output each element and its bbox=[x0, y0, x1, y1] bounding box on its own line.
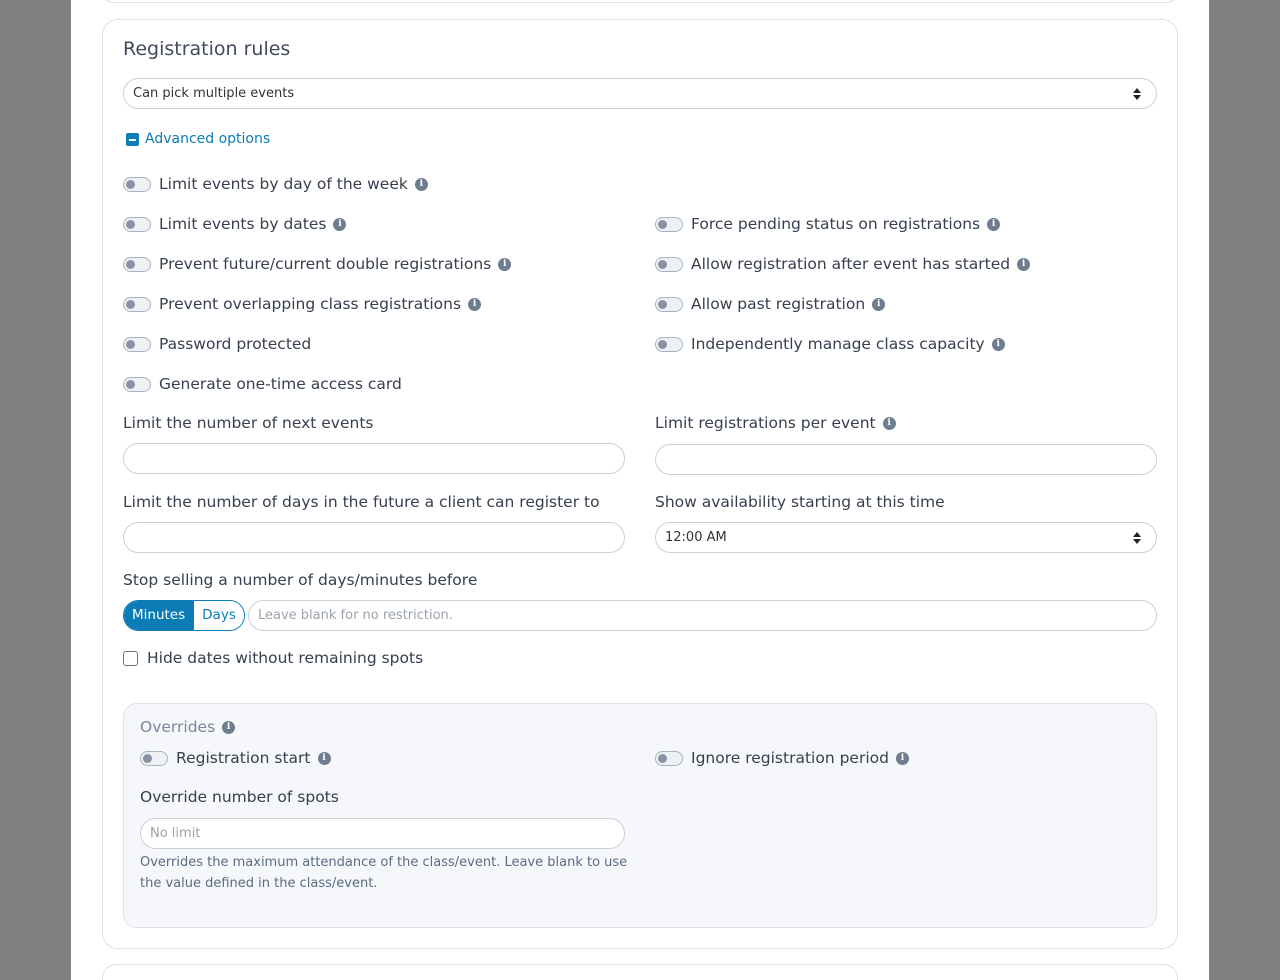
toggle-label: Limit events by day of the week bbox=[159, 175, 408, 193]
toggle-class-capacity[interactable] bbox=[655, 334, 1005, 354]
toggle-switch[interactable] bbox=[123, 257, 151, 272]
minus-square-icon bbox=[126, 133, 139, 146]
event-mode-value: Can pick multiple events bbox=[133, 86, 295, 101]
toggle-switch[interactable] bbox=[655, 337, 683, 352]
toggle-ignore-period[interactable] bbox=[655, 748, 909, 768]
time-unit-toggle bbox=[123, 600, 245, 631]
toggle-label: Ignore registration period bbox=[691, 749, 889, 767]
per-event-input[interactable] bbox=[655, 444, 1157, 475]
override-help-text: Overrides the maximum attendance of the class/event. Leave blank to use the value defined in the class/event. bbox=[140, 855, 628, 891]
next-events-label: Limit the number of next events bbox=[123, 414, 374, 432]
future-days-input[interactable] bbox=[123, 522, 625, 553]
switch-knob bbox=[658, 340, 667, 349]
info-icon[interactable]: i bbox=[987, 218, 1000, 231]
stop-selling-input[interactable] bbox=[248, 600, 1157, 631]
toggle-limit-day-of-week[interactable] bbox=[123, 174, 428, 194]
info-icon[interactable]: i bbox=[318, 752, 331, 765]
advanced-options-toggle[interactable] bbox=[126, 131, 270, 147]
toggle-switch[interactable] bbox=[123, 297, 151, 312]
hide-dates-label: Hide dates without remaining spots bbox=[147, 649, 424, 667]
stop-selling-label: Stop selling a number of days/minutes before bbox=[123, 571, 478, 589]
toggle-switch[interactable] bbox=[655, 257, 683, 272]
advanced-options-label: Advanced options bbox=[145, 131, 271, 147]
toggle-registration-start[interactable] bbox=[140, 748, 331, 768]
toggle-password-protected[interactable] bbox=[123, 334, 311, 354]
next-card bbox=[102, 964, 1178, 980]
info-icon[interactable]: i bbox=[883, 417, 896, 430]
toggle-switch[interactable] bbox=[655, 217, 683, 232]
override-spots-label: Override number of spots bbox=[140, 788, 339, 806]
info-icon[interactable]: i bbox=[498, 258, 511, 271]
toggle-force-pending[interactable] bbox=[655, 214, 1000, 234]
toggle-label: Prevent overlapping class registrations bbox=[159, 295, 462, 313]
overrides-panel bbox=[123, 703, 1157, 928]
toggle-limit-dates[interactable] bbox=[123, 214, 346, 234]
toggle-label: Limit events by dates bbox=[159, 215, 327, 233]
per-event-label: Limit registrations per event bbox=[655, 414, 876, 432]
toggle-label: Independently manage class capacity bbox=[691, 335, 985, 353]
toggle-switch[interactable] bbox=[123, 337, 151, 352]
switch-knob bbox=[126, 220, 135, 229]
toggle-switch[interactable] bbox=[655, 751, 683, 766]
overrides-title-row bbox=[140, 718, 235, 736]
info-icon[interactable]: i bbox=[468, 298, 481, 311]
availability-label: Show availability starting at this time bbox=[655, 493, 945, 511]
toggle-label: Allow past registration bbox=[691, 295, 866, 313]
switch-knob bbox=[126, 300, 135, 309]
availability-time-select[interactable] bbox=[655, 522, 1157, 553]
hide-dates-checkbox[interactable] bbox=[123, 651, 138, 666]
switch-knob bbox=[658, 260, 667, 269]
info-icon[interactable]: i bbox=[896, 752, 909, 765]
switch-knob bbox=[126, 340, 135, 349]
toggle-switch[interactable] bbox=[123, 177, 151, 192]
toggle-label: Force pending status on registrations bbox=[691, 215, 981, 233]
info-icon[interactable]: i bbox=[1017, 258, 1030, 271]
availability-time-value: 12:00 AM bbox=[665, 530, 727, 545]
info-icon[interactable]: i bbox=[872, 298, 885, 311]
toggle-prevent-double[interactable] bbox=[123, 254, 511, 274]
section-title: Registration rules bbox=[123, 38, 291, 60]
toggle-label: Registration start bbox=[176, 749, 311, 767]
toggle-label: Prevent future/current double registrations bbox=[159, 255, 492, 273]
switch-knob bbox=[658, 754, 667, 763]
days-button[interactable]: Days bbox=[193, 601, 244, 630]
previous-card bbox=[102, 0, 1178, 3]
toggle-label: Password protected bbox=[159, 335, 312, 353]
switch-knob bbox=[126, 380, 135, 389]
toggle-label: Generate one-time access card bbox=[159, 375, 402, 393]
hide-dates-row[interactable] bbox=[123, 649, 423, 667]
toggle-switch[interactable] bbox=[140, 751, 168, 766]
overrides-title: Overrides bbox=[140, 718, 216, 736]
select-caret-icon bbox=[1133, 88, 1141, 100]
toggle-label: Allow registration after event has started bbox=[691, 255, 1011, 273]
toggle-switch[interactable] bbox=[655, 297, 683, 312]
event-mode-select[interactable] bbox=[123, 78, 1157, 109]
switch-knob bbox=[143, 754, 152, 763]
switch-knob bbox=[126, 260, 135, 269]
toggle-prevent-overlapping[interactable] bbox=[123, 294, 481, 314]
minutes-button[interactable]: Minutes bbox=[124, 601, 193, 630]
info-icon[interactable]: i bbox=[415, 178, 428, 191]
toggle-past-registration[interactable] bbox=[655, 294, 885, 314]
per-event-label-row bbox=[655, 414, 896, 432]
toggle-switch[interactable] bbox=[123, 377, 151, 392]
switch-knob bbox=[658, 300, 667, 309]
info-icon[interactable]: i bbox=[222, 721, 235, 734]
switch-knob bbox=[658, 220, 667, 229]
override-spots-input[interactable] bbox=[140, 818, 625, 849]
select-caret-icon bbox=[1133, 532, 1141, 544]
future-days-label: Limit the number of days in the future a client can register to bbox=[123, 493, 600, 511]
switch-knob bbox=[126, 180, 135, 189]
info-icon[interactable]: i bbox=[333, 218, 346, 231]
next-events-input[interactable] bbox=[123, 443, 625, 474]
toggle-after-start[interactable] bbox=[655, 254, 1030, 274]
toggle-switch[interactable] bbox=[123, 217, 151, 232]
info-icon[interactable]: i bbox=[992, 338, 1005, 351]
toggle-one-time-card[interactable] bbox=[123, 374, 402, 394]
